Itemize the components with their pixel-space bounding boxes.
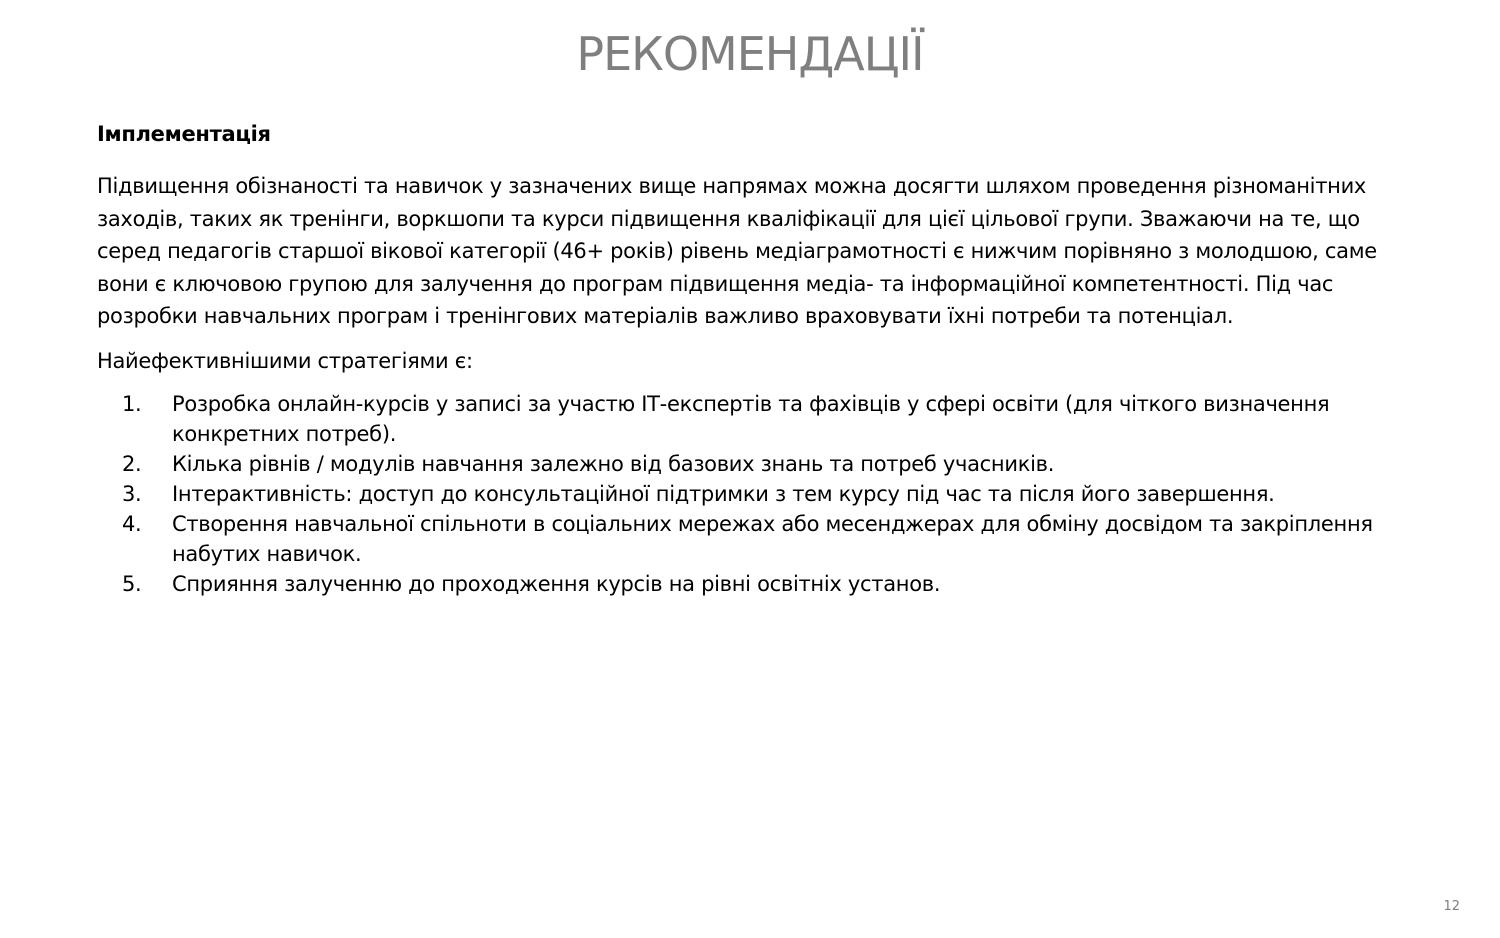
slide-title: РЕКОМЕНДАЦІЇ bbox=[576, 27, 924, 81]
strategies-intro: Найефективнішими стратегіями є: bbox=[97, 348, 473, 373]
list-item-text: Створення навчальної спільноти в соціальних мережах або месенджерах для обміну досвідом та закріплення набутих навичок. bbox=[172, 511, 1373, 566]
list-item-number: 1. bbox=[122, 391, 142, 416]
list-item-text: Розробка онлайн-курсів у записі за участю ІТ-експертів та фахівців у сфері освіти (для чіткого визначення конкретних потреб). bbox=[172, 391, 1330, 446]
body-paragraph: Підвищення обізнаності та навичок у зазначених вище напрямах можна досягти шляхом проведення різноманітних заходів, таких як тренінги, воркшопи та курси підвищення кваліфікації для цієї цільової групи. Зважаючи на те, що серед педагогів старшої вікової категорії (46+ років) рівень медіаграмотності є нижчим порівняно з молодшою, саме вони є ключовою групою для залучення до програм підвищення медіа- та інформаційної компетентності. Під час розробки навчальних програм і тренінгових матеріалів важливо враховувати їхні потреби та потенціал. bbox=[97, 174, 1377, 328]
list-item bbox=[97, 479, 1407, 509]
list-item-text: Інтерактивність: доступ до консультаційної підтримки з тем курсу під час та після його завершення. bbox=[172, 481, 1275, 506]
section-heading: Імплементація bbox=[97, 122, 271, 146]
list-item-number: 4. bbox=[122, 511, 142, 536]
strategy-list bbox=[97, 389, 1407, 599]
page-number: 12 bbox=[1443, 899, 1460, 914]
slide-content bbox=[97, 120, 1407, 599]
list-item-number: 5. bbox=[122, 571, 142, 596]
list-item bbox=[97, 569, 1407, 599]
list-item bbox=[97, 389, 1407, 449]
list-item-number: 3. bbox=[122, 481, 142, 506]
list-item bbox=[97, 449, 1407, 479]
list-item-text: Кілька рівнів / модулів навчання залежно від базових знань та потреб учасників. bbox=[172, 451, 1055, 476]
list-item-text: Сприяння залученню до проходження курсів на рівні освітніх установ. bbox=[172, 571, 941, 596]
list-item bbox=[97, 509, 1407, 569]
list-item-number: 2. bbox=[122, 451, 142, 476]
